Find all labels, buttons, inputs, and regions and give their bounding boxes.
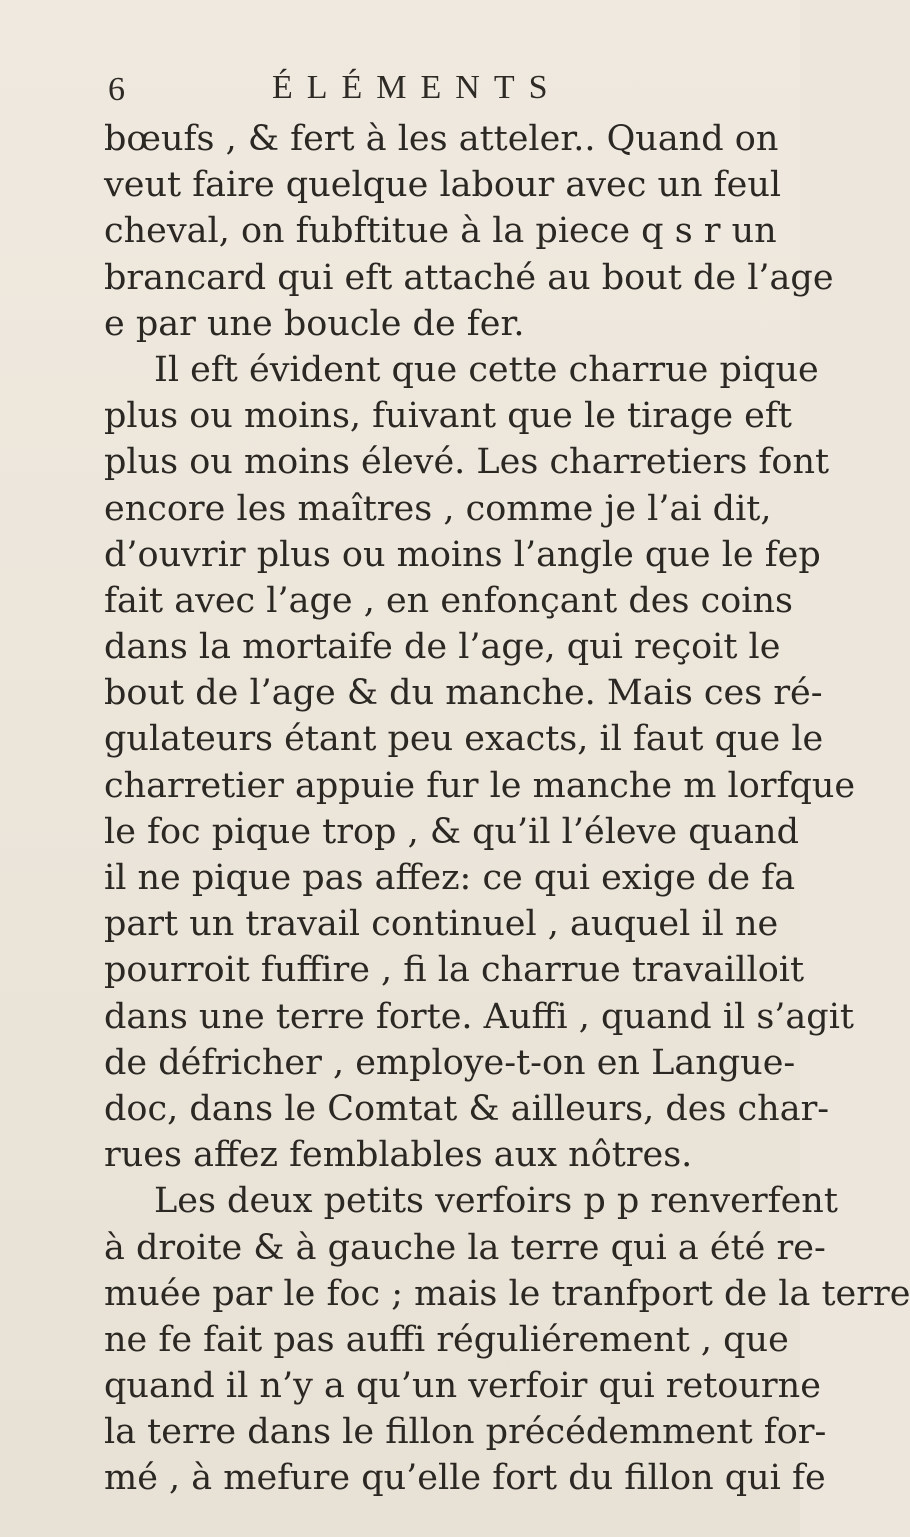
text-line: ne fe fait pas auffi réguliérement , que [104, 1319, 789, 1360]
text-line: e par une boucle de fer. [104, 303, 525, 344]
text-line: fait avec l’age , en enfonçant des coins [104, 580, 793, 621]
text-line: rues affez femblables aux nôtres. [104, 1135, 693, 1176]
text-line: part un travail continuel , auquel il ne [104, 904, 779, 945]
text-line: la terre dans le fillon précédemment for- [104, 1412, 827, 1453]
text-line: plus ou moins élevé. Les charretiers font [104, 442, 830, 483]
text-line: de défricher , employe-t-on en Langue- [104, 1042, 796, 1083]
text-line: encore les maîtres , comme je l’ai dit, [104, 488, 772, 529]
running-head-title: ÉLÉMENTS [272, 69, 562, 106]
text-line: muée par le foc ; mais le tranfport de la terre [104, 1273, 910, 1314]
text-line: plus ou moins, fuivant que le tirage eft [104, 396, 792, 437]
text-line: mé , à mefure qu’elle fort du fillon qui fe [104, 1458, 826, 1499]
body-text [104, 116, 910, 1502]
text-line: brancard qui eft attaché au bout de l’age [104, 257, 834, 298]
text-line: dans la mortaife de l’age, qui reçoit le [104, 627, 781, 668]
text-line: pourroit fuffire , fi la charrue travailloit [104, 950, 805, 991]
text-line: cheval, on fubftitue à la piece q s r un [104, 211, 777, 252]
running-head [104, 60, 788, 116]
text-line: le foc pique trop , & qu’il l’éleve quand [104, 811, 799, 852]
page-text-block [104, 60, 910, 1502]
text-line: à droite & à gauche la terre qui a été re- [104, 1227, 826, 1268]
text-line: il ne pique pas affez: ce qui exige de fa [104, 858, 796, 898]
text-line: doc, dans le Comtat & ailleurs, des char- [104, 1088, 830, 1129]
text-line: gulateurs étant peu exacts, il faut que le [104, 719, 824, 760]
text-line: charretier appuie fur le manche m lorfque [104, 765, 856, 806]
text-line: dans une terre forte. Auffi , quand il s’agit [104, 996, 854, 1037]
paragraph-start-line: Les deux petits verfoirs p p renverfent [154, 1181, 838, 1222]
text-line: veut faire quelque labour avec un feul [104, 165, 782, 206]
paragraph-start-line: Il eft évident que cette charrue pique [154, 349, 819, 390]
text-line: bœufs , & fert à les atteler.. Quand on [104, 119, 779, 159]
text-line: d’ouvrir plus ou moins l’angle que le fep [104, 534, 821, 575]
text-line: bout de l’age & du manche. Mais ces ré- [104, 673, 823, 714]
text-line: quand il n’y a qu’un verfoir qui retourne [104, 1366, 821, 1407]
page-number: 6 [108, 71, 125, 108]
